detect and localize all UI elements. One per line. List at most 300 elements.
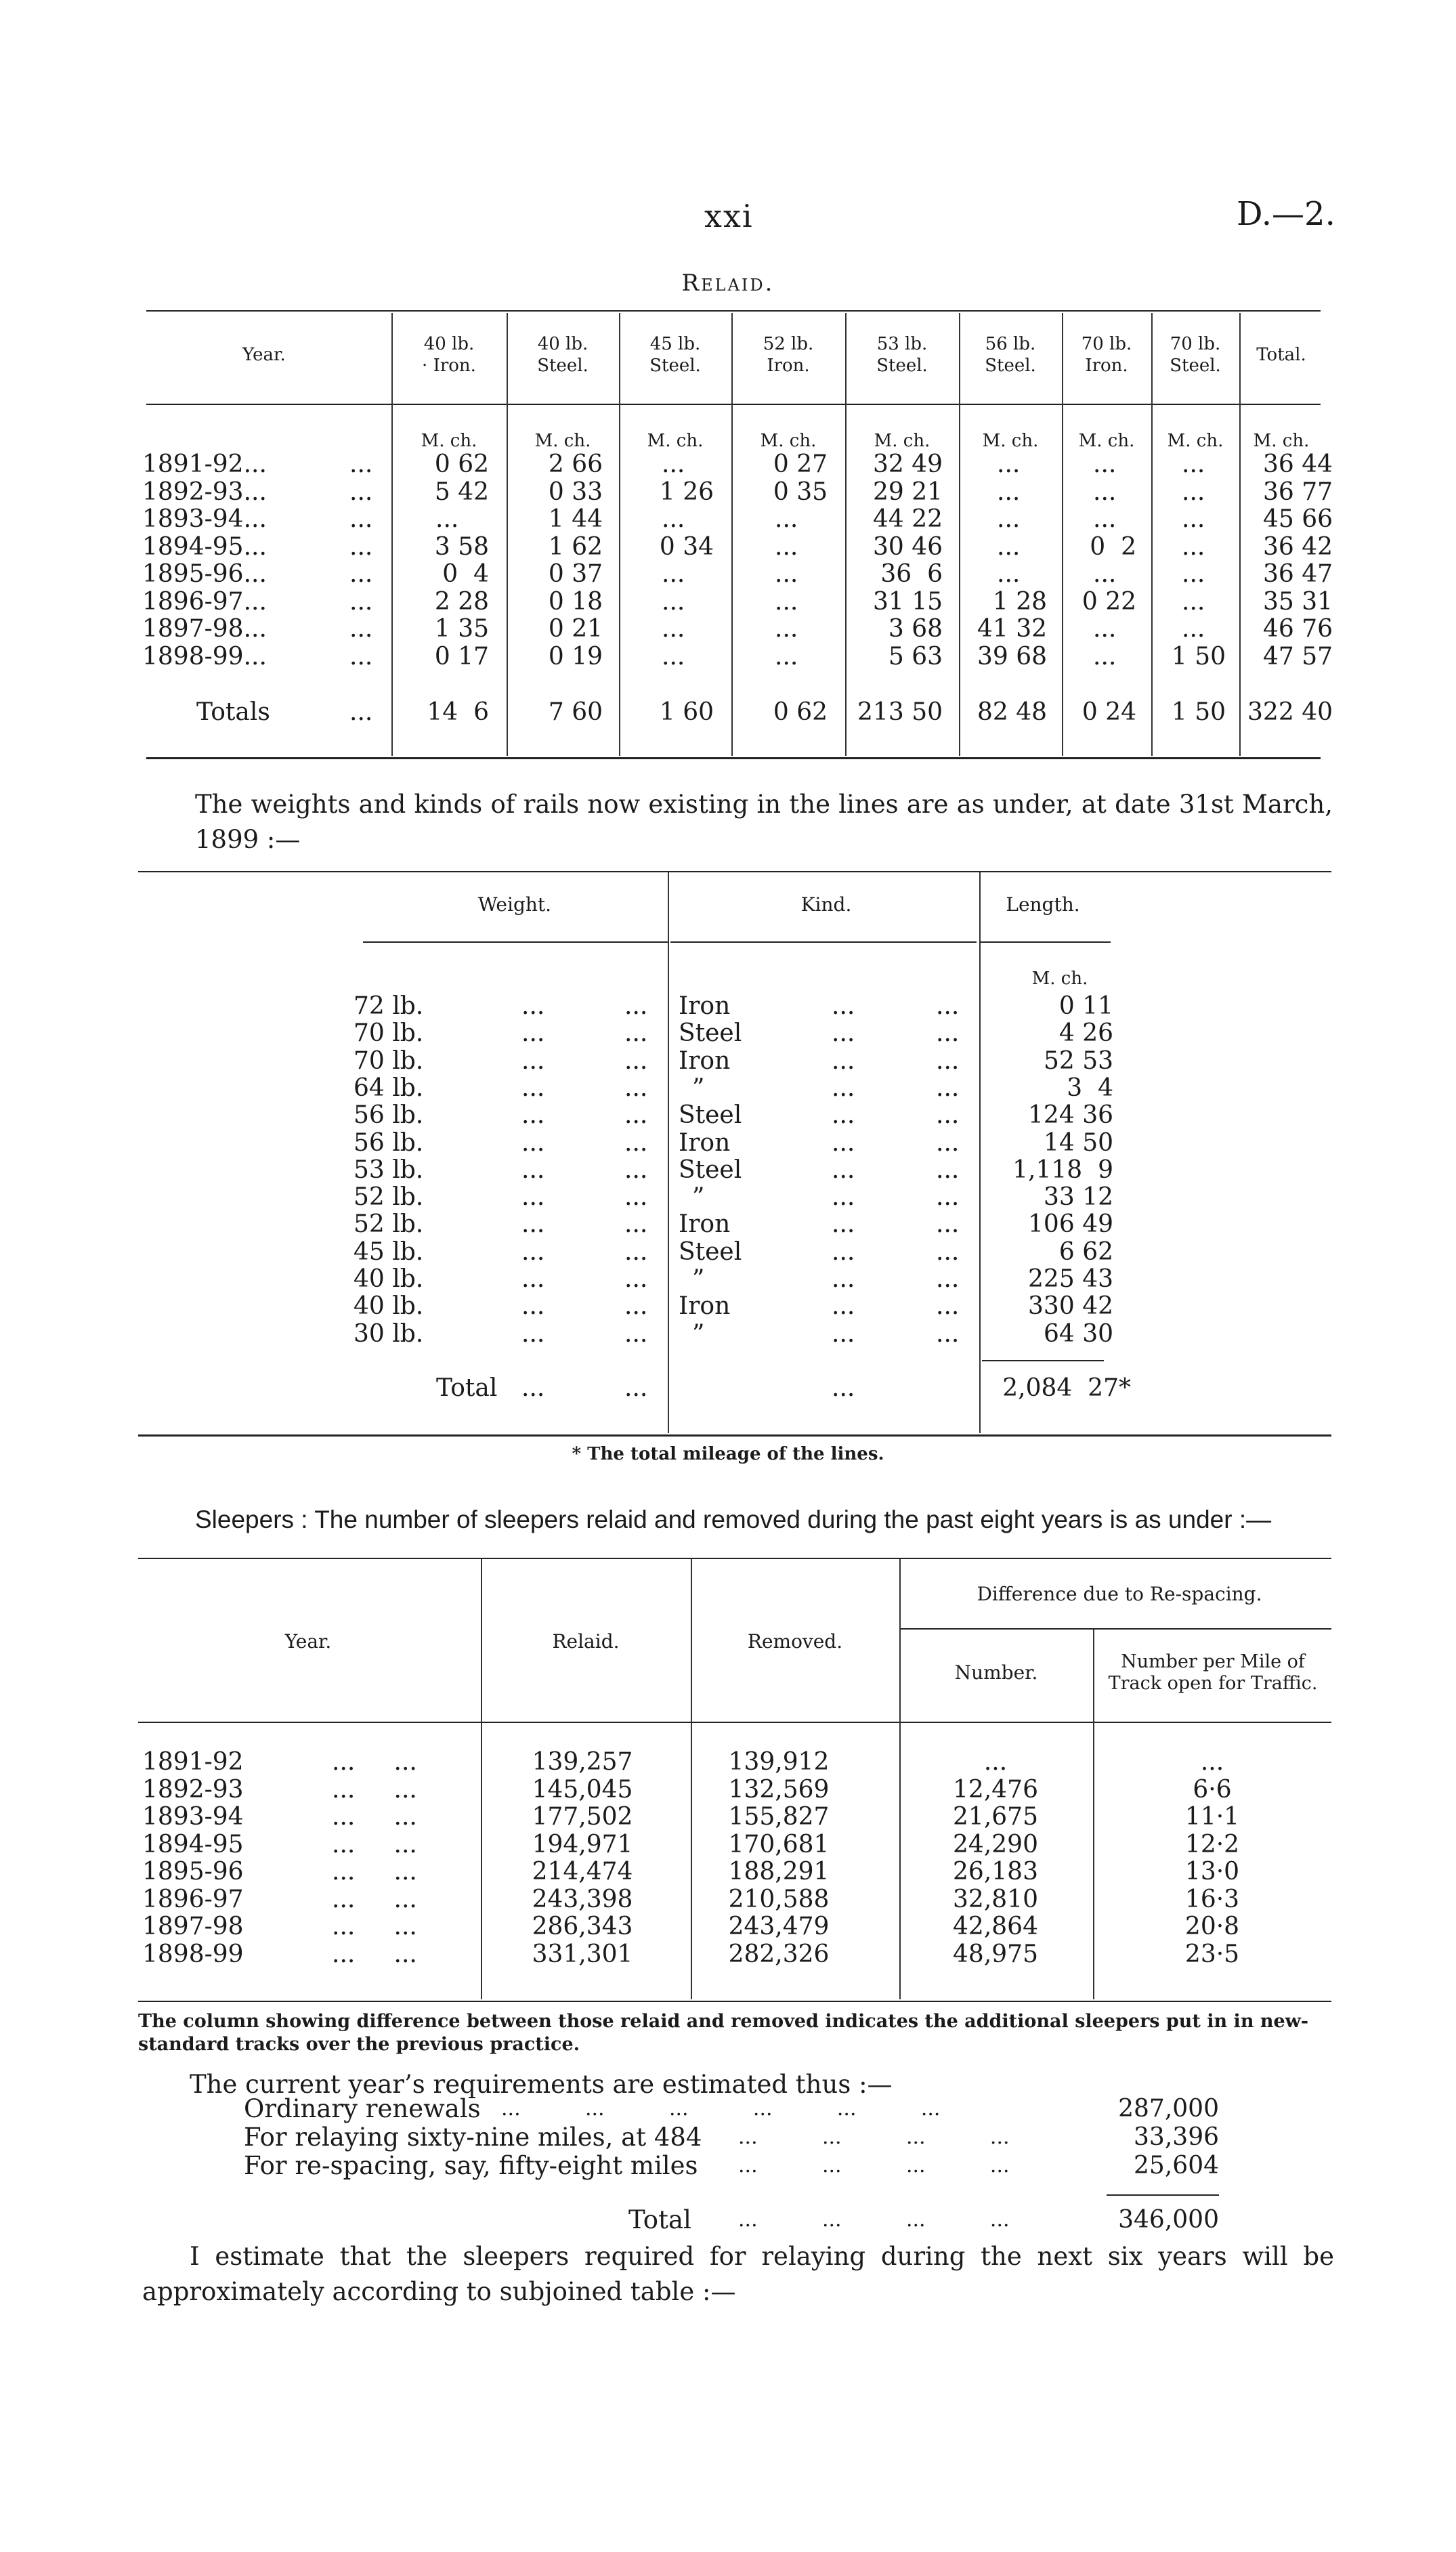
weight-cell: 56 lb. (354, 1128, 424, 1157)
weight-dots: ... (521, 1155, 545, 1184)
table-cell: 32 49 (872, 450, 943, 478)
weight-dots: ... (624, 1155, 648, 1184)
per-mile-cell: 20·8 (1184, 1913, 1240, 1940)
kind-cell: ” (692, 1183, 705, 1212)
weight-dots: ... (624, 1237, 648, 1266)
kind-dots: ... (936, 1265, 960, 1293)
unit-label: M. ch. (421, 431, 477, 451)
row-dots: ... (349, 615, 373, 643)
length-cell: 0 11 (1058, 992, 1113, 1020)
table-cell: 5 63 (888, 642, 943, 671)
table-cell: 0 35 (773, 477, 828, 506)
table-cell: 0 34 (659, 532, 714, 561)
weight-dots: ... (624, 1210, 648, 1239)
weight-dots: ... (624, 1292, 648, 1321)
weight-cell: 40 lb. (354, 1265, 424, 1293)
length-cell: 52 53 (1043, 1046, 1113, 1075)
table-cell: ... (435, 505, 459, 533)
table-cell: 0 37 (548, 560, 603, 588)
rule-line (899, 1628, 1331, 1630)
weight-dots: ... (521, 1128, 545, 1157)
table-cell: ... (1182, 505, 1205, 533)
number-cell: 24,290 (953, 1830, 1038, 1858)
relaid-cell: 214,474 (532, 1858, 633, 1886)
column-header: 52 lb. Iron. (763, 334, 814, 376)
table-cell: ... (997, 560, 1021, 588)
row-dots: ... (349, 505, 373, 533)
row-year: 1891-92... (142, 450, 267, 478)
unit-label: M. ch. (1031, 969, 1088, 989)
row-dots: ... (349, 477, 373, 506)
requirement-total-dots: ... ... ... ... (738, 2208, 1010, 2232)
rule-line (146, 310, 1321, 312)
table-cell: 1 50 (1171, 642, 1226, 671)
weight-dots: ... (521, 1319, 545, 1348)
sleeper-dots: ... ... (332, 1775, 417, 1804)
column-divider (731, 313, 733, 756)
column-header: 40 lb. Steel. (537, 334, 588, 376)
row-dots: ... (349, 450, 373, 478)
kind-dots: ... (936, 1319, 960, 1348)
relaid-cell: 177,502 (532, 1803, 633, 1831)
totals-cell: 0 62 (773, 698, 828, 726)
totals-cell: 1 60 (659, 698, 714, 726)
sleepers-intro: Sleepers : The number of sleepers relaid and removed during the past eight years is as under :— (195, 1506, 1272, 1533)
length-cell: 330 42 (1028, 1292, 1113, 1321)
length-cell: 64 30 (1043, 1319, 1113, 1348)
total-label: Total (436, 1374, 498, 1402)
length-cell: 124 36 (1028, 1101, 1113, 1130)
table-cell: ... (1093, 560, 1117, 588)
kind-cell: ” (692, 1073, 705, 1102)
table-cell: 0 17 (434, 642, 489, 671)
weight-cell: 52 lb. (354, 1183, 424, 1212)
totals-dots: ... (349, 698, 373, 726)
column-header: 70 lb. Iron. (1081, 334, 1132, 376)
weights-intro: The weights and kinds of rails now existing in the lines are as under, at date 31st March, 1899 :— (195, 790, 1333, 854)
totals-cell: 213 50 (857, 698, 943, 726)
sleeper-year: 1894-95 (142, 1830, 244, 1858)
table-cell: 47 57 (1262, 642, 1333, 671)
table-cell: ... (997, 505, 1021, 533)
kind-dots: ... (832, 1101, 855, 1130)
table-cell: 39 68 (977, 642, 1047, 671)
kind-dots: ... (936, 1073, 960, 1102)
weight-dots: ... (521, 1019, 545, 1048)
table-cell: ... (1182, 450, 1205, 478)
row-dots: ... (349, 587, 373, 616)
kind-dots: ... (832, 1046, 855, 1075)
length-cell: 4 26 (1058, 1019, 1113, 1048)
table-cell: 46 76 (1262, 615, 1333, 643)
weight-cell: 70 lb. (354, 1019, 424, 1048)
row-dots: ... (349, 532, 373, 561)
sleeper-year: 1897-98 (142, 1913, 244, 1940)
weight-dots: ... (521, 1183, 545, 1212)
weight-cell: 52 lb. (354, 1210, 424, 1239)
length-cell: 14 50 (1043, 1128, 1113, 1157)
table-cell: 0 27 (773, 450, 828, 478)
kind-cell: ” (692, 1265, 705, 1293)
kind-dots: ... (832, 1319, 855, 1348)
sleeper-dots: ... ... (332, 1885, 417, 1913)
rule-line (146, 757, 1321, 759)
relaid-cell: 286,343 (532, 1913, 633, 1940)
sleeper-year: 1896-97 (142, 1885, 244, 1913)
weight-dots: ... (624, 1046, 648, 1075)
sleeper-year: 1898-99 (142, 1940, 244, 1968)
weight-dots: ... (521, 1237, 545, 1266)
kind-cell: Steel (679, 1101, 742, 1130)
table-cell: ... (662, 450, 685, 478)
closing-paragraph: I estimate that the sleepers required for relaying during the next six years will be approximately according to subjoined table :— (142, 2242, 1334, 2306)
requirement-dots: ... ... ... ... ... ... (501, 2097, 941, 2121)
number-cell: 21,675 (953, 1803, 1038, 1831)
table-cell: 45 66 (1262, 505, 1333, 533)
total-length: 2,084 27* (1002, 1374, 1131, 1402)
table-cell: 3 68 (888, 615, 943, 643)
table-cell: 31 15 (872, 587, 943, 616)
weight-dots: ... (521, 1073, 545, 1102)
table-cell: ... (1182, 477, 1205, 506)
weight-dots: ... (624, 1073, 648, 1102)
kind-cell: Steel (679, 1019, 742, 1048)
totals-label: Totals (196, 698, 270, 726)
weight-dots: ... (521, 1292, 545, 1321)
weight-dots: ... (624, 1319, 648, 1348)
sleeper-dots: ... ... (332, 1803, 417, 1831)
number-cell: 42,864 (953, 1913, 1038, 1940)
per-mile-cell: 11·1 (1184, 1803, 1240, 1831)
column-divider (1151, 313, 1153, 756)
column-header: 53 lb. Steel. (876, 334, 928, 376)
kind-dots: ... (936, 1019, 960, 1048)
rule-line (138, 1558, 1331, 1559)
kind-dots: ... (936, 1101, 960, 1130)
table-cell: 1 28 (992, 587, 1047, 616)
kind-cell: Iron (679, 1046, 731, 1075)
table-cell: 36 42 (1262, 532, 1333, 561)
requirement-total-value: 346,000 (1118, 2206, 1219, 2234)
weight-dots: ... (624, 1128, 648, 1157)
requirement-label: For re-spacing, say, fifty-eight miles (244, 2151, 698, 2180)
column-header: Total. (1256, 345, 1306, 365)
number-cell: 26,183 (953, 1858, 1038, 1886)
relaid-cell: 194,971 (532, 1830, 633, 1858)
weight-cell: 56 lb. (354, 1101, 424, 1130)
table-cell: 36 44 (1262, 450, 1333, 478)
rule-line (138, 1434, 1331, 1437)
column-divider (959, 313, 960, 756)
column-header: 45 lb. Steel. (649, 334, 701, 376)
rule-line (979, 941, 1111, 943)
table-cell: ... (1093, 615, 1117, 643)
kind-cell: Iron (679, 1210, 731, 1239)
sleeper-dots: ... ... (332, 1830, 417, 1858)
table-cell: ... (775, 615, 798, 643)
table-cell: 1 62 (548, 532, 603, 561)
column-divider (481, 1559, 482, 1999)
rule-line (146, 404, 1321, 405)
column-header: 56 lb. Steel. (985, 334, 1036, 376)
length-cell: 33 12 (1043, 1183, 1113, 1212)
unit-label: M. ch. (647, 431, 704, 451)
kind-dots: ... (936, 1128, 960, 1157)
table-cell: 2 28 (434, 587, 489, 616)
rule-line (138, 2001, 1331, 2002)
kind-cell: Steel (679, 1237, 742, 1266)
relaid-cell: 145,045 (532, 1775, 633, 1804)
kind-dots: ... (832, 1265, 855, 1293)
kind-dots: ... (936, 1046, 960, 1075)
number-cell: 12,476 (953, 1775, 1038, 1804)
table-cell: ... (1093, 477, 1117, 506)
rule-line (363, 941, 668, 943)
weights-footnote: * The total mileage of the lines. (572, 1444, 884, 1464)
sleeper-dots: ... ... (332, 1940, 417, 1968)
weight-cell: 40 lb. (354, 1292, 424, 1321)
table-cell: ... (662, 587, 685, 616)
kind-cell: Iron (679, 1292, 731, 1321)
weight-dots: ... (521, 1101, 545, 1130)
kind-dots: ... (832, 1073, 855, 1102)
header-removed: Removed. (747, 1630, 843, 1653)
kind-dots: ... (936, 1183, 960, 1212)
requirement-dots: ... ... ... ... (738, 2125, 1010, 2149)
length-cell: 1,118 9 (1012, 1155, 1113, 1184)
rule-line (1107, 2194, 1219, 2196)
table-cell: ... (1093, 450, 1117, 478)
per-mile-cell: 23·5 (1184, 1940, 1240, 1968)
removed-cell: 188,291 (728, 1858, 830, 1886)
row-year: 1895-96... (142, 560, 267, 588)
rule-line (138, 1722, 1331, 1723)
unit-label: M. ch. (982, 431, 1039, 451)
table-cell: 2 66 (548, 450, 603, 478)
kind-dots: ... (832, 1210, 855, 1239)
removed-cell: 210,588 (728, 1885, 830, 1913)
sleeper-dots: ... ... (332, 1913, 417, 1940)
sleepers-note: The column showing difference between those relaid and removed indicates the additional sleepers put in in new-standard tracks over the previous practice. (138, 2011, 1309, 2055)
totals-cell: 1 50 (1171, 698, 1226, 726)
length-cell: 6 62 (1058, 1237, 1113, 1266)
kind-dots: ... (832, 1183, 855, 1212)
table-cell: 0 33 (548, 477, 603, 506)
table-cell: 0 4 (442, 560, 489, 588)
table-cell: 41 32 (977, 615, 1047, 643)
table-cell: 1 44 (548, 505, 603, 533)
column-divider (668, 872, 669, 1433)
per-mile-cell: 6·6 (1193, 1775, 1232, 1804)
kind-cell: Iron (679, 1128, 731, 1157)
weight-dots: ... (624, 1101, 648, 1130)
table-cell: ... (1093, 505, 1117, 533)
removed-cell: 282,326 (728, 1940, 830, 1968)
requirement-label: For relaying sixty-nine miles, at 484 (244, 2123, 702, 2152)
weight-dots: ... (624, 1183, 648, 1212)
relaid-cell: 243,398 (532, 1885, 633, 1913)
total-dots: ... (624, 1374, 648, 1402)
weight-dots: ... (521, 1265, 545, 1293)
table-cell: ... (775, 532, 798, 561)
requirement-dots: ... ... ... ... (738, 2154, 1010, 2177)
header-per-mile: Number per Mile of Track open for Traffic. (1108, 1651, 1318, 1694)
totals-cell: 14 6 (427, 698, 489, 726)
removed-cell: 170,681 (728, 1830, 830, 1858)
table-cell: ... (1182, 560, 1205, 588)
per-mile-cell: 13·0 (1184, 1858, 1240, 1886)
length-cell: 106 49 (1028, 1210, 1113, 1239)
table-cell: 30 46 (872, 532, 943, 561)
table-cell: ... (775, 560, 798, 588)
header-weight: Weight. (477, 893, 552, 916)
kind-dots: ... (832, 1292, 855, 1321)
table-cell: ... (997, 450, 1021, 478)
relaid-cell: 139,257 (532, 1748, 633, 1776)
removed-cell: 132,569 (728, 1775, 830, 1804)
unit-label: M. ch. (1167, 431, 1224, 451)
requirement-value: 287,000 (1118, 2095, 1219, 2123)
length-cell: 225 43 (1028, 1265, 1113, 1293)
table-cell: ... (775, 642, 798, 671)
unit-label: M. ch. (760, 431, 817, 451)
totals-cell: 0 24 (1082, 698, 1136, 726)
relaid-title: Relaid. (681, 270, 775, 297)
requirement-value: 33,396 (1134, 2123, 1219, 2151)
unit-label: M. ch. (1253, 431, 1310, 451)
table-cell: 0 21 (548, 615, 603, 643)
unit-label: M. ch. (1078, 431, 1135, 451)
weight-dots: ... (624, 1265, 648, 1293)
kind-cell: Iron (679, 992, 731, 1020)
kind-dots: ... (832, 1155, 855, 1184)
table-cell: 5 42 (434, 477, 489, 506)
header-relaid: Relaid. (552, 1630, 620, 1653)
requirement-label: Ordinary renewals (244, 2094, 481, 2123)
table-cell: ... (662, 505, 685, 533)
rule-line (982, 1360, 1104, 1361)
table-cell: ... (775, 505, 798, 533)
page-number: xxi (704, 198, 754, 234)
rule-line (670, 941, 977, 943)
length-cell: 3 4 (1067, 1073, 1113, 1102)
header-kind: Kind. (800, 893, 852, 916)
row-year: 1896-97... (142, 587, 267, 616)
header-difference: Difference due to Re-spacing. (977, 1583, 1262, 1605)
header-length: Length. (1006, 893, 1080, 916)
header-year: Year. (242, 345, 286, 365)
weight-dots: ... (624, 992, 648, 1020)
weight-cell: 30 lb. (354, 1319, 424, 1348)
table-cell: 0 22 (1082, 587, 1136, 616)
row-dots: ... (349, 642, 373, 671)
weight-cell: 70 lb. (354, 1046, 424, 1075)
table-cell: ... (662, 560, 685, 588)
kind-cell: ” (692, 1319, 705, 1348)
weight-dots: ... (521, 992, 545, 1020)
totals-cell: 322 40 (1247, 698, 1333, 726)
kind-dots: ... (832, 1019, 855, 1048)
table-cell: ... (1093, 642, 1117, 671)
header-year: Year. (284, 1630, 332, 1653)
requirement-value: 25,604 (1134, 2152, 1219, 2179)
weight-dots: ... (624, 1019, 648, 1048)
removed-cell: 155,827 (728, 1803, 830, 1831)
table-cell: 44 22 (872, 505, 943, 533)
table-cell: ... (1182, 615, 1205, 643)
sleeper-year: 1892-93 (142, 1775, 244, 1804)
row-year: 1892-93... (142, 477, 267, 506)
table-cell: ... (662, 615, 685, 643)
kind-dots: ... (832, 1128, 855, 1157)
relaid-cell: 331,301 (532, 1940, 633, 1968)
row-year: 1897-98... (142, 615, 267, 643)
table-cell: ... (1182, 532, 1205, 561)
kind-dots: ... (936, 1155, 960, 1184)
kind-dots: ... (936, 992, 960, 1020)
unit-label: M. ch. (874, 431, 930, 451)
table-cell: ... (775, 587, 798, 616)
table-cell: 36 77 (1262, 477, 1333, 506)
kind-dots: ... (936, 1292, 960, 1321)
table-cell: 1 35 (434, 615, 489, 643)
table-cell: 36 6 (880, 560, 943, 588)
per-mile-cell: 12·2 (1184, 1830, 1240, 1858)
column-header: 70 lb. Steel. (1170, 334, 1221, 376)
table-cell: ... (1182, 587, 1205, 616)
sleeper-year: 1891-92 (142, 1748, 244, 1776)
row-dots: ... (349, 560, 373, 588)
weight-cell: 45 lb. (354, 1237, 424, 1266)
table-cell: ... (997, 477, 1021, 506)
table-cell: 0 19 (548, 642, 603, 671)
column-divider (691, 1559, 692, 1999)
row-year: 1898-99... (142, 642, 267, 671)
sleeper-year: 1895-96 (142, 1858, 244, 1886)
sleeper-year: 1893-94 (142, 1803, 244, 1831)
table-cell: 3 58 (434, 532, 489, 561)
table-cell: ... (662, 642, 685, 671)
unit-label: M. ch. (534, 431, 591, 451)
table-cell: 36 47 (1262, 560, 1333, 588)
weight-dots: ... (521, 1046, 545, 1075)
totals-cell: 82 48 (977, 698, 1047, 726)
table-cell: 0 18 (548, 587, 603, 616)
totals-cell: 7 60 (548, 698, 603, 726)
table-cell: 0 62 (434, 450, 489, 478)
kind-dots: ... (936, 1210, 960, 1239)
row-year: 1893-94... (142, 505, 267, 533)
per-mile-cell: 16·3 (1184, 1885, 1240, 1913)
rule-line (138, 871, 1331, 872)
total-dots: ... (521, 1374, 545, 1402)
column-header: 40 lb. · Iron. (422, 334, 476, 376)
requirements-intro: The current year’s requirements are estimated thus :— (190, 2070, 893, 2099)
sleeper-dots: ... ... (332, 1858, 417, 1886)
kind-cell: Steel (679, 1155, 742, 1184)
weight-dots: ... (521, 1210, 545, 1239)
kind-dots: ... (936, 1237, 960, 1266)
number-cell: ... (983, 1748, 1008, 1776)
per-mile-cell: ... (1200, 1748, 1224, 1776)
table-cell: 0 2 (1090, 532, 1136, 561)
kind-dots: ... (832, 992, 855, 1020)
table-cell: ... (997, 532, 1021, 561)
table-cell: 29 21 (872, 477, 943, 506)
table-cell: 35 31 (1262, 587, 1333, 616)
total-dots: ... (832, 1374, 855, 1402)
removed-cell: 243,479 (728, 1913, 830, 1940)
